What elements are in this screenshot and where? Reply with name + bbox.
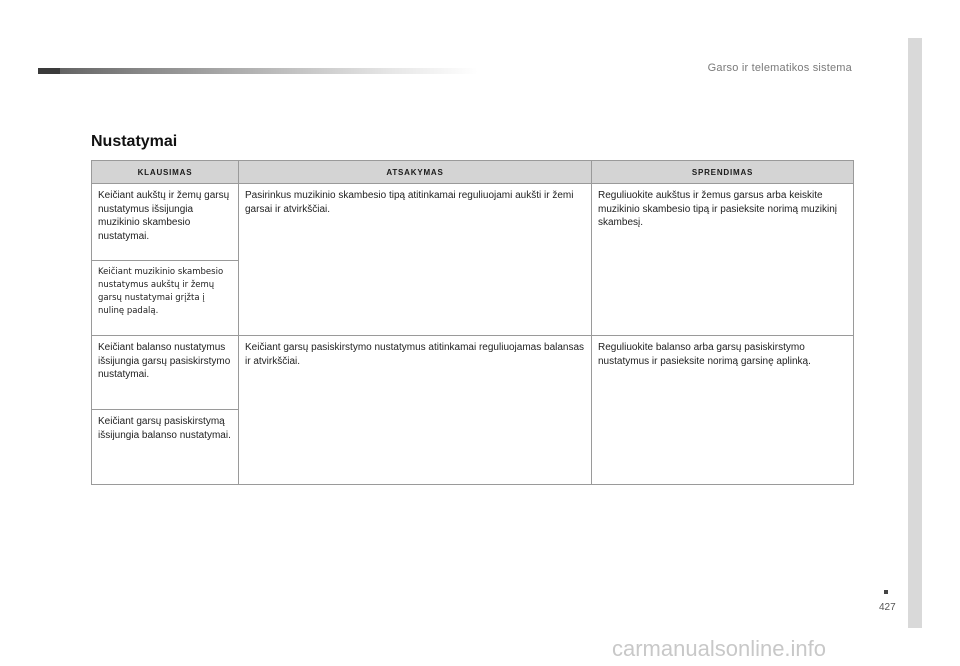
header-gradient-bar — [38, 68, 478, 74]
table-row — [92, 336, 854, 410]
answer-cell: Keičiant garsų pasiskirstymo nustatymus atitinkamai reguliuojamas balansas ir atvirkščiai. — [239, 336, 592, 485]
solution-cell: Reguliuokite aukštus ir žemus garsus arba keiskite muzikinio skambesio tipą ir pasieksite norimą muzikinį skambesį. — [592, 184, 854, 336]
question-cell: Keičiant muzikinio skambesio nustatymus aukštų ir žemų garsų nustatymai grįžta į nulinę padalą. — [92, 261, 239, 336]
question-cell: Keičiant garsų pasiskirstymą išsijungia balanso nustatymai. — [92, 410, 239, 485]
table-row — [92, 184, 854, 261]
table-header-row — [92, 161, 854, 184]
faq-table — [91, 160, 854, 485]
page-number: 427 — [879, 602, 896, 613]
page-side-tab — [908, 38, 922, 628]
section-title: Garso ir telematikos sistema — [707, 62, 852, 74]
column-header-solution: SPRENDIMAS — [592, 161, 854, 184]
question-cell: Keičiant aukštų ir žemų garsų nustatymus išsijungia muzikinio skambesio nustatymai. — [92, 184, 239, 261]
solution-cell: Reguliuokite balanso arba garsų pasiskirstymo nustatymus ir pasieksite norimą garsinę aplinką. — [592, 336, 854, 485]
page-marker — [884, 590, 888, 594]
column-header-question: KLAUSIMAS — [92, 161, 239, 184]
question-cell: Keičiant balanso nustatymus išsijungia garsų pasiskirstymo nustatymai. — [92, 336, 239, 410]
column-header-answer: ATSAKYMAS — [239, 161, 592, 184]
watermark: carmanualsonline.info — [612, 636, 827, 661]
answer-cell: Pasirinkus muzikinio skambesio tipą atitinkamai reguliuojami aukšti ir žemi garsai ir atvirkščiai. — [239, 184, 592, 336]
page-heading: Nustatymai — [91, 133, 178, 150]
